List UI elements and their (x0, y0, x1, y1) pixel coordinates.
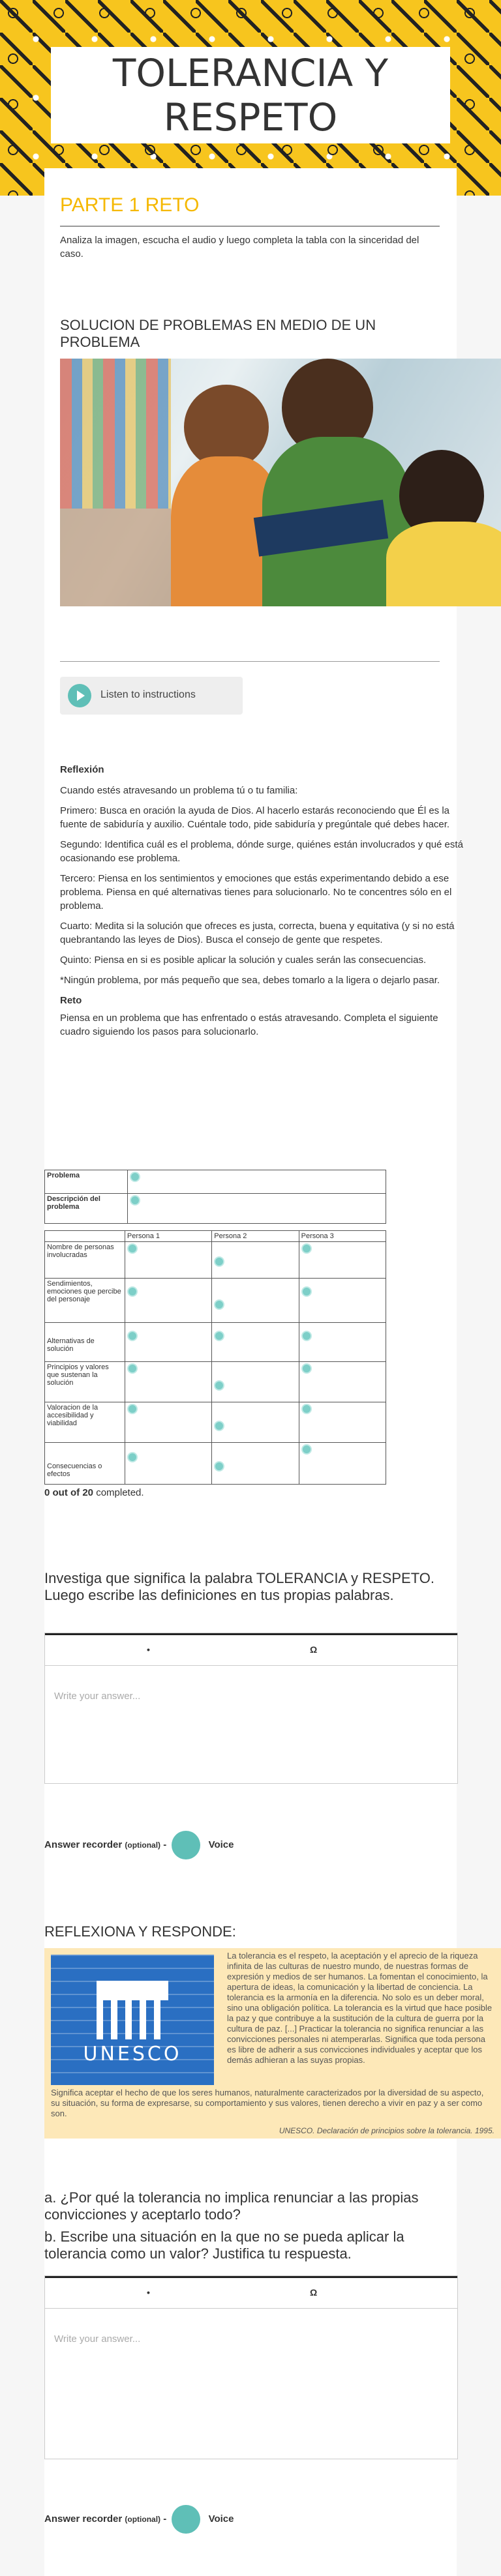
question-1-text: Investiga que significa la palabra TOLERANCIA y RESPETO. Luego escribe las definiciones en tus propias palabras. (44, 1570, 434, 1603)
table-cell[interactable] (212, 1443, 299, 1485)
table-cell[interactable] (212, 1242, 299, 1279)
row-label-text: Alternativas de solución (47, 1337, 95, 1353)
part1-heading: PARTE 1 RETO (60, 194, 200, 216)
bullet-icon[interactable]: • (147, 1644, 150, 1655)
unesco-quote (44, 1948, 501, 2139)
question-2b-text: b. Escribe una situación en la que no se pueda aplicar la tolerancia como un valor? Justifica tu respuesta. (44, 2228, 404, 2262)
input-marker-icon[interactable] (301, 1363, 312, 1374)
answer-box-2[interactable] (44, 2275, 458, 2459)
reflexion-p2: Segundo: Identifica cuál es el problema, dónde surge, quiénes están involucrados y qué está ocasionando ese problema. (60, 839, 463, 864)
reflexion-body (60, 784, 468, 1039)
row-label: Sendimientos, emociones que percibe del personaje (45, 1279, 125, 1323)
row-label: Valoracion de la accesibilidad y viabilidad (45, 1402, 125, 1443)
table-cell[interactable] (299, 1443, 386, 1485)
reflexion-p6: *Ningún problema, por más pequeño que sea, debes tomarlo a la ligera o dejarlo pasar. (60, 975, 440, 986)
table-cell[interactable] (299, 1323, 386, 1362)
reflexion-p3: Tercero: Piensa en los sentimientos y emociones que estás experimentando debido a ese problema. Piensa en qué alternativas tienes para solucionarlo. No te concentres sólo en el problema. (60, 873, 452, 911)
row-label (45, 1323, 125, 1362)
unesco-logo (51, 1955, 214, 2085)
input-marker-icon[interactable] (214, 1421, 224, 1431)
listen-label: Listen to instructions (100, 689, 196, 700)
answer-recorder-1: Answer recorder (optional) - Voice (44, 1831, 234, 1859)
worksheet-card (44, 168, 494, 2576)
illustration-kids-reading (60, 359, 501, 606)
quote-continuation: Significa aceptar el hecho de que los seres humanos, naturalmente caracterizados por la diversidad de su aspecto, su situación, su forma de expresarse, su comportamiento y sus valores, tienen derecho a vivir en paz y a ser como son. (51, 2088, 484, 2118)
row-label-problema: Problema (45, 1170, 128, 1194)
descripcion-cell[interactable] (128, 1194, 386, 1224)
col-persona-2: Persona 2 (212, 1231, 299, 1242)
listen-instructions-button[interactable] (60, 677, 243, 715)
input-marker-icon[interactable] (214, 1461, 224, 1472)
corner-cell (45, 1231, 125, 1242)
unesco-logo-text: UNESCO (83, 2043, 182, 2065)
table-cell[interactable] (125, 1402, 211, 1443)
reto-text: Piensa en un problema que has enfrentado o estás atravesando. Completa el siguiente cuadro siguiendo los pasos para solucionarlo. (60, 1013, 438, 1037)
input-marker-icon[interactable] (127, 1452, 138, 1462)
input-marker-icon[interactable] (127, 1404, 138, 1414)
table-cell[interactable] (125, 1323, 211, 1362)
row-label: Nombre de personas involucradas (45, 1242, 125, 1279)
table-cell[interactable] (125, 1443, 211, 1485)
problem-table (44, 1170, 390, 1498)
input-marker-icon[interactable] (301, 1331, 312, 1341)
table-cell[interactable] (299, 1242, 386, 1279)
part1-intro: Analiza la imagen, escucha el audio y luego completa la tabla con la sinceridad del caso. (60, 235, 419, 259)
input-marker-icon[interactable] (130, 1195, 140, 1206)
table-cell[interactable] (212, 1362, 299, 1402)
answer-input-1[interactable]: Write your answer... (54, 1691, 141, 1702)
input-marker-icon[interactable] (214, 1256, 224, 1267)
problema-cell[interactable] (128, 1170, 386, 1194)
row-label (45, 1443, 125, 1485)
quote-source: UNESCO. Declaración de principios sobre la tolerancia. 1995. (279, 2126, 494, 2135)
bookshelf-image (60, 359, 171, 509)
answer-toolbar (45, 2276, 457, 2309)
input-marker-icon[interactable] (301, 1404, 312, 1414)
recorder-label: Answer recorder (44, 2513, 123, 2524)
table-cell[interactable] (125, 1362, 211, 1402)
input-marker-icon[interactable] (301, 1243, 312, 1254)
input-marker-icon[interactable] (130, 1172, 140, 1182)
voice-label: Voice (208, 1839, 234, 1850)
omega-icon[interactable]: Ω (310, 1644, 318, 1655)
bookshelf-base (60, 509, 171, 606)
unesco-temple-icon (97, 1981, 168, 2039)
table-cell[interactable] (299, 1402, 386, 1443)
recorder-optional: (optional) (125, 1840, 161, 1850)
table-cell[interactable] (125, 1279, 211, 1323)
reflexion-p4: Cuarto: Medita si la solución que ofreces es justa, correcta, buena y equitativa (y si no está quebrantando las leyes de Dios). Busca el consejo de gente que respetes. (60, 921, 455, 945)
page-title: TOLERANCIA Y RESPETO (51, 47, 450, 143)
progress-text (44, 1487, 390, 1498)
input-marker-icon[interactable] (214, 1299, 224, 1310)
answer-box-1[interactable] (44, 1633, 458, 1784)
progress-count: 0 out of 20 (44, 1487, 94, 1498)
input-marker-icon[interactable] (214, 1331, 224, 1341)
omega-icon[interactable]: Ω (310, 2287, 318, 2298)
section-title: SOLUCION DE PROBLEMAS EN MEDIO DE UN PROBLEMA (60, 317, 376, 350)
question-2a-text: a. ¿Por qué la tolerancia no implica renunciar a las propias convicciones y aceptarlo todo? (44, 2189, 419, 2223)
col-persona-1: Persona 1 (125, 1231, 211, 1242)
col-persona-3: Persona 3 (299, 1231, 386, 1242)
input-marker-icon[interactable] (127, 1243, 138, 1254)
row-label-text: Consecuencias o efectos (47, 1462, 102, 1478)
input-marker-icon[interactable] (127, 1331, 138, 1341)
row-label-descripcion: Descripción del problema (45, 1194, 128, 1224)
progress-suffix: completed. (96, 1487, 144, 1498)
divider (60, 661, 440, 662)
row-label: Principios y valores que sustenan la solución (45, 1362, 125, 1402)
voice-label: Voice (208, 2513, 234, 2524)
table-cell[interactable] (299, 1362, 386, 1402)
input-marker-icon[interactable] (301, 1444, 312, 1455)
input-marker-icon[interactable] (214, 1380, 224, 1391)
girl-body (386, 522, 501, 606)
divider (60, 226, 440, 227)
table-cell[interactable] (212, 1402, 299, 1443)
bullet-icon[interactable]: • (147, 2287, 150, 2298)
quote-text: La tolerancia es el respeto, la aceptación y el aprecio de la riqueza infinita de las culturas de nuestro mundo, de nuestras formas de expresión y medios de ser humanos. La fomentan el conocimiento, la apertura de ideas, la comunicación y la libertad de conciencia. La tolerancia es la armonía en la diferencia. No solo es un deber moral, sino una obligación política. La tolerancia es la virtud que hace posible la paz y que contribuye a la sustitución de la cultura de guerra por la cultura de paz. [...] Practicar la tolerancia no significa renunciar a las convicciones personales ni atemperarlas. Significa que toda persona es libre de adherir a sus convicciones individuales y aceptar que los demás adhieran a las suyas propias. (227, 1951, 493, 2065)
recorder-optional: (optional) (125, 2514, 161, 2524)
table-cell[interactable] (212, 1323, 299, 1362)
table-cell[interactable] (299, 1279, 386, 1323)
reto-title: Reto (60, 995, 82, 1006)
input-marker-icon[interactable] (301, 1286, 312, 1297)
reflexiona-title: REFLEXIONA Y RESPONDE: (44, 1923, 236, 1940)
answer-toolbar (45, 1633, 457, 1666)
play-icon (68, 684, 91, 707)
answer-recorder-2: Answer recorder (optional) - Voice (44, 2505, 234, 2534)
reflexion-p5: Quinto: Piensa en si es posible aplicar la solución y cuales serán las consecuencias. (60, 955, 427, 966)
record-button[interactable] (172, 1831, 200, 1859)
reflexion-p1: Primero: Busca en oración la ayuda de Dios. Al hacerlo estarás reconociendo que Él es la fuente de sabiduría y auxilio. Cuéntale todo, pide sabiduría y pregúntale qué debes hacer. (60, 805, 450, 830)
input-marker-icon[interactable] (127, 1286, 138, 1297)
input-marker-icon[interactable] (127, 1363, 138, 1374)
table-cell[interactable] (212, 1279, 299, 1323)
reflexion-p0: Cuando estés atravesando un problema tú o tu familia: (60, 785, 298, 796)
record-button[interactable] (172, 2505, 200, 2534)
reflexion-title: Reflexión (60, 764, 104, 775)
answer-input-2[interactable]: Write your answer... (54, 2333, 141, 2345)
table-cell[interactable] (125, 1242, 211, 1279)
recorder-label: Answer recorder (44, 1839, 123, 1850)
